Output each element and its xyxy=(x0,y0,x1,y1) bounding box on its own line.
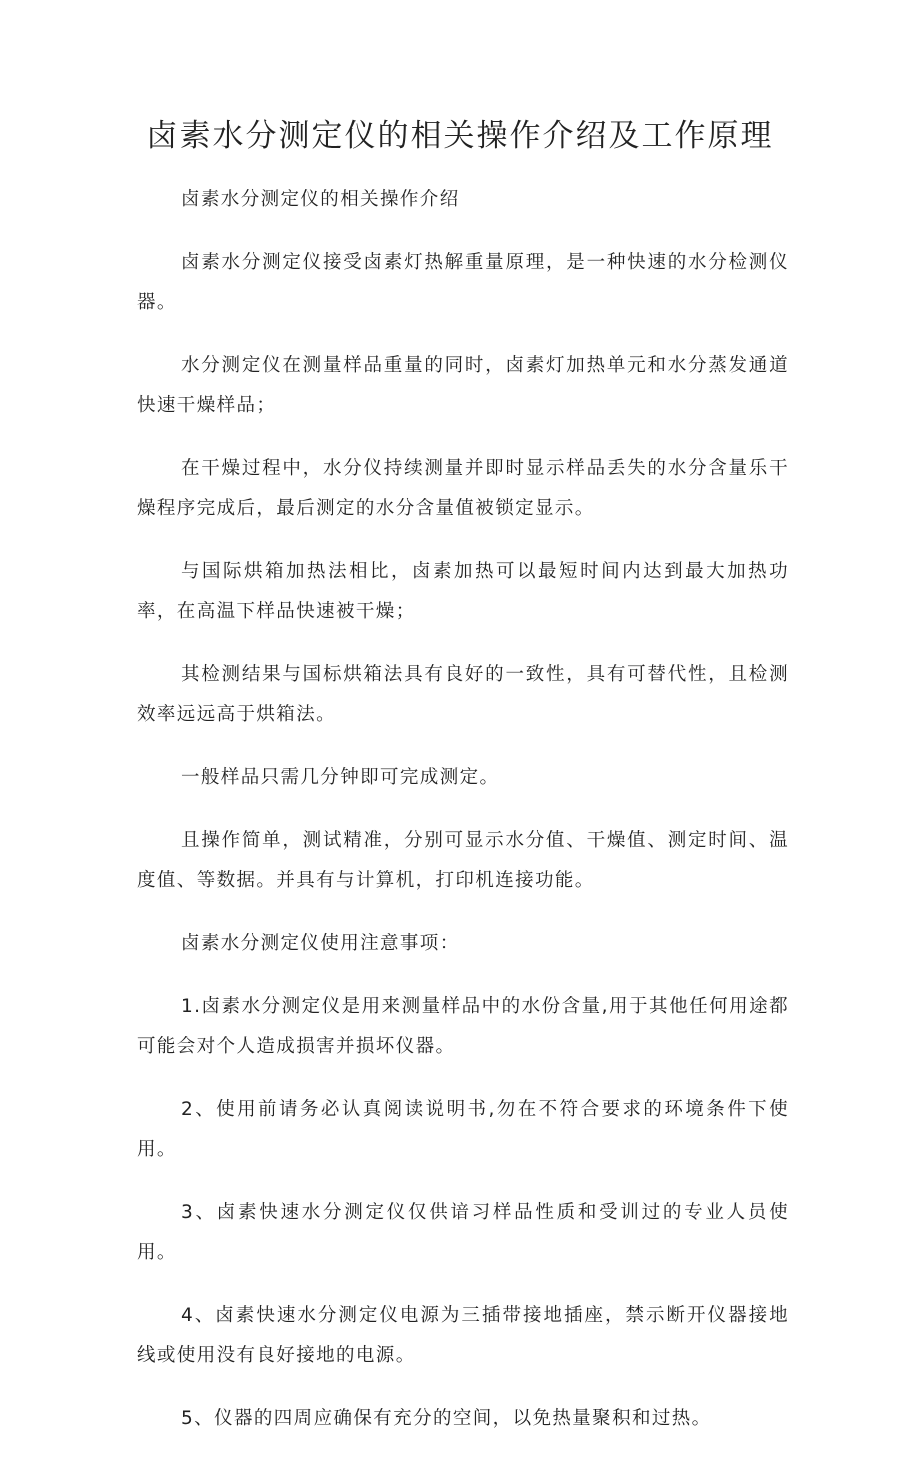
paragraph: 卤素水分测定仪接受卤素灯热解重量原理，是一种快速的水分检测仪器。 xyxy=(137,252,789,313)
note-item: 4、卤素快速水分测定仪电源为三插带接地插座，禁示断开仪器接地线或使用没有良好接地的电源。 xyxy=(137,1305,789,1366)
paragraph: 一般样品只需几分钟即可完成测定。 xyxy=(181,767,500,788)
paragraph: 在干燥过程中，水分仪持续测量并即时显示样品丢失的水分含量乐干燥程序完成后，最后测定的水分含量值被锁定显示。 xyxy=(137,458,789,519)
note-item: 3、卤素快速水分测定仪仅供谙习样品性质和受训过的专业人员使用。 xyxy=(137,1202,789,1263)
note-item: 5、仪器的四周应确保有充分的空间，以免热量聚积和过热。 xyxy=(181,1408,712,1429)
paragraph: 且操作简单，测试精准，分别可显示水分值、干燥值、测定时间、温度值、等数据。并具有与计算机，打印机连接功能。 xyxy=(137,830,789,891)
note-item: 1.卤素水分测定仪是用来测量样品中的水份含量,用于其他任何用途都可能会对个人造成损害并损坏仪器。 xyxy=(137,996,789,1057)
paragraph: 水分测定仪在测量样品重量的同时，卤素灯加热单元和水分蒸发通道快速干燥样品； xyxy=(137,355,789,416)
note-item: 2、使用前请务必认真阅读说明书,勿在不符合要求的环境条件下使用。 xyxy=(137,1099,789,1160)
paragraph-notes-heading: 卤素水分测定仪使用注意事项： xyxy=(181,933,460,954)
document-body xyxy=(137,180,789,1462)
document-title: 卤素水分测定仪的相关操作介绍及工作原理 xyxy=(146,118,774,154)
paragraph: 与国际烘箱加热法相比，卤素加热可以最短时间内达到最大加热功率，在高温下样品快速被干燥； xyxy=(137,561,789,622)
paragraph: 其检测结果与国标烘箱法具有良好的一致性，具有可替代性，且检测效率远远高于烘箱法。 xyxy=(137,664,789,725)
paragraph-intro-heading: 卤素水分测定仪的相关操作介绍 xyxy=(181,189,460,210)
